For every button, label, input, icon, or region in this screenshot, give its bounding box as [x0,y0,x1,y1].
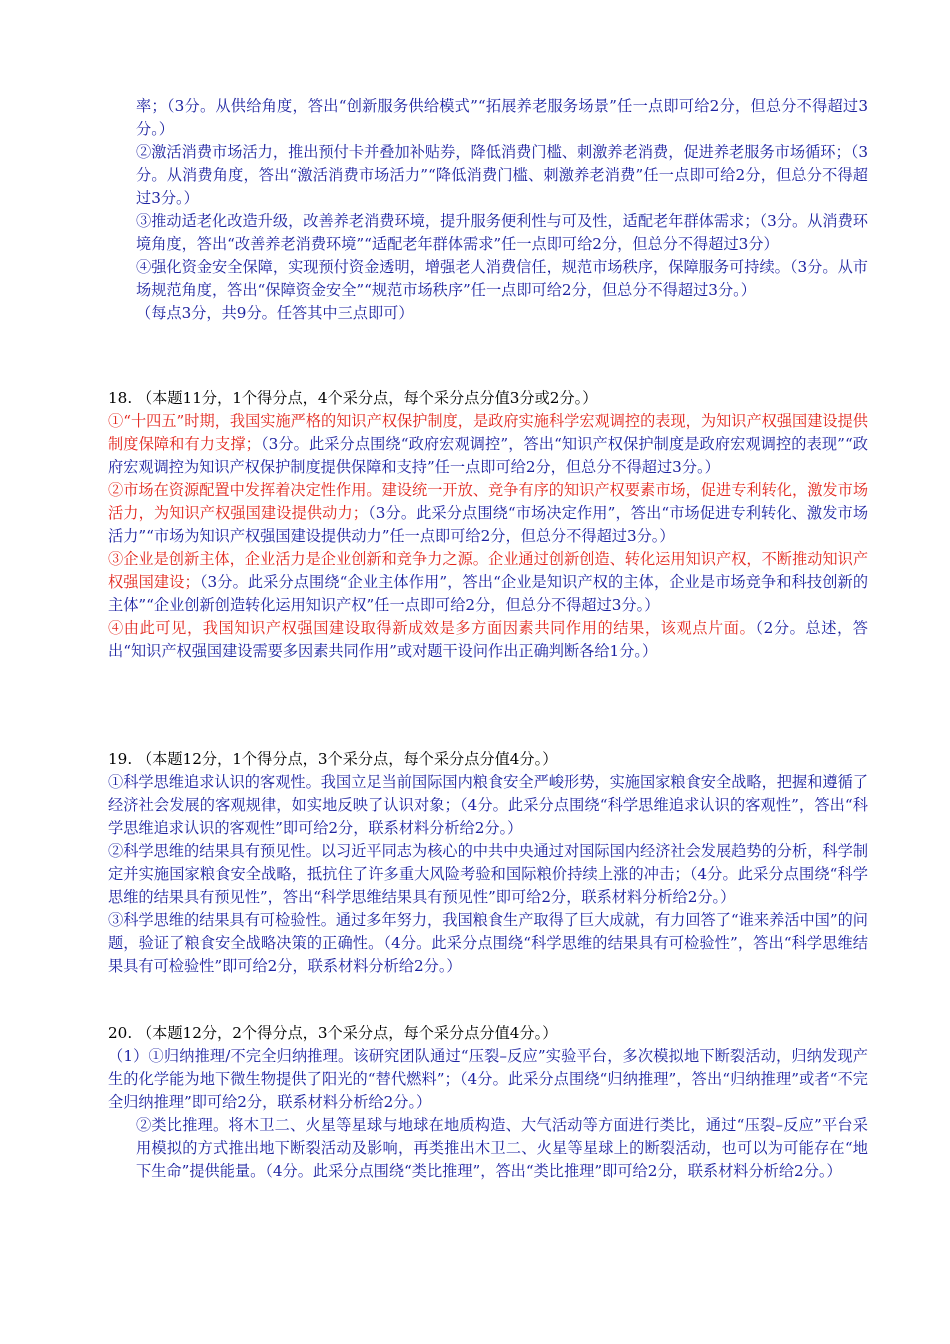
q20-section [108,1022,868,1183]
q17-summary: （每点3分，共9分。任答其中三点即可） [136,304,414,322]
q18-item-1: ①“十四五”时期，我国实施严格的知识产权保护制度，是政府实施科学宏观调控的表现，为知识产权强国建设提供制度保障和有力支撑；（3分。此采分点围绕“政府宏观调控”，答出“知识产权保护制度是政府宏观调控的表现”“政府宏观调控为知识产权保护制度提供保障和支持”任一点即可给2分，但总分不得超过3分。） [108,412,868,476]
q19-item-3: ③科学思维的结果具有可检验性。通过多年努力，我国粮食生产取得了巨大成就，有力回答了“谁来养活中国”的问题，验证了粮食安全战略决策的正确性。（4分。此采分点围绕“科学思维的结果具有可检验性”，答出“科学思维结果具有可检验性”即可给2分，联系材料分析给2分。） [108,911,868,975]
q18-item-2: ②市场在资源配置中发挥着决定性作用。建设统一开放、竞争有序的知识产权要素市场，促进专利转化，激发市场活力，为知识产权强国建设提供动力；（3分。此采分点围绕“市场决定作用”，答出“市场促进专利转化、激发市场活力”“市场为知识产权强国建设提供动力”任一点即可给2分，但总分不得超过3分。） [108,481,869,545]
q17-cont-1: 率；（3分。从供给角度，答出“创新服务供给模式”“拓展养老服务场景”任一点即可给2分，但总分不得超过3分。） [136,97,868,138]
q17-item-4: ④强化资金安全保障，实现预付资金透明，增强老人消费信任，规范市场秩序，保障服务可持续。（3分。从市场规范角度，答出“保障资金安全”“规范市场秩序”任一点即可给2分，但总分不得超过3分。） [136,258,868,299]
q20-part-1-item-2: ②类比推理。将木卫二、火星等星球与地球在地质构造、大气活动等方面进行类比，通过“压裂–反应”平台采用模拟的方式推出地下断裂活动及影响，再类推出木卫二、火星等星球上的断裂活动，也可以为可能存在“地下生命”提供能量。（4分。此采分点围绕“类比推理”，答出“类比推理”即可给2分，联系材料分析给2分。） [136,1116,868,1180]
q17-item-2: ②激活消费市场活力，推出预付卡并叠加补贴券，降低消费门槛、刺激养老消费，促进养老服务市场循环；（3分。从消费角度，答出“激活消费市场活力”“降低消费门槛、刺激养老消费”任一点即可给2分，但总分不得超过3分。） [136,143,868,207]
q17-tail [108,95,868,325]
q18-item-3: ③企业是创新主体，企业活力是企业创新和竞争力之源。企业通过创新创造、转化运用知识产权，不断推动知识产权强国建设；（3分。此采分点围绕“企业主体作用”，答出“企业是知识产权的主体，企业是市场竞争和科技创新的主体”“企业创新创造转化运用知识产权”任一点即可给2分，但总分不得超过3分。） [108,550,869,614]
q18-heading: 18. （本题11分，1个得分点，4个采分点，每个采分点分值3分或2分。） [108,389,598,407]
q17-item-3: ③推动适老化改造升级，改善养老消费环境，提升服务便利性与可及性，适配老年群体需求；（3分。从消费环境角度，答出“改善养老消费环境”“适配老年群体需求”任一点即可给2分，但总分不得超过3分） [136,212,868,253]
q19-section [108,748,868,978]
q20-part-1-item-1: （1）①归纳推理/不完全归纳推理。该研究团队通过“压裂–反应”实验平台，多次模拟地下断裂活动，归纳发现产生的化学能为地下微生物提供了阳光的“替代燃料”；（4分。此采分点围绕“归纳推理”，答出“归纳推理”或者“不完全归纳推理”即可给2分，联系材料分析给2分。） [108,1047,868,1111]
q20-heading: 20. （本题12分，2个得分点，3个采分点，每个采分点分值4分。） [108,1024,558,1042]
q19-item-1: ①科学思维追求认识的客观性。我国立足当前国际国内粮食安全严峻形势，实施国家粮食安全战略，把握和遵循了经济社会发展的客观规律，如实地反映了认识对象；（4分。此采分点围绕“科学思维追求认识的客观性”，答出“科学思维追求认识的客观性”即可给2分，联系材料分析给2分。） [108,773,868,837]
q19-item-2: ②科学思维的结果具有预见性。以习近平同志为核心的中共中央通过对国际国内经济社会发展趋势的分析，科学制定并实施国家粮食安全战略，抵抗住了许多重大风险考验和国际粮价持续上涨的冲击；（4分。此采分点围绕“科学思维的结果具有预见性”，答出“科学思维结果具有预见性”即可给2分，联系材料分析给2分。） [108,842,868,906]
q18-item-4: ④由此可见，我国知识产权强国建设取得新成效是多方面因素共同作用的结果，该观点片面。（2分。总述，答出“知识产权强国建设需要多因素共同作用”或对题干设问作出正确判断各给1分。） [108,619,868,660]
q19-heading: 19. （本题12分，1个得分点，3个采分点，每个采分点分值4分。） [108,750,558,768]
q18-section [108,387,868,663]
